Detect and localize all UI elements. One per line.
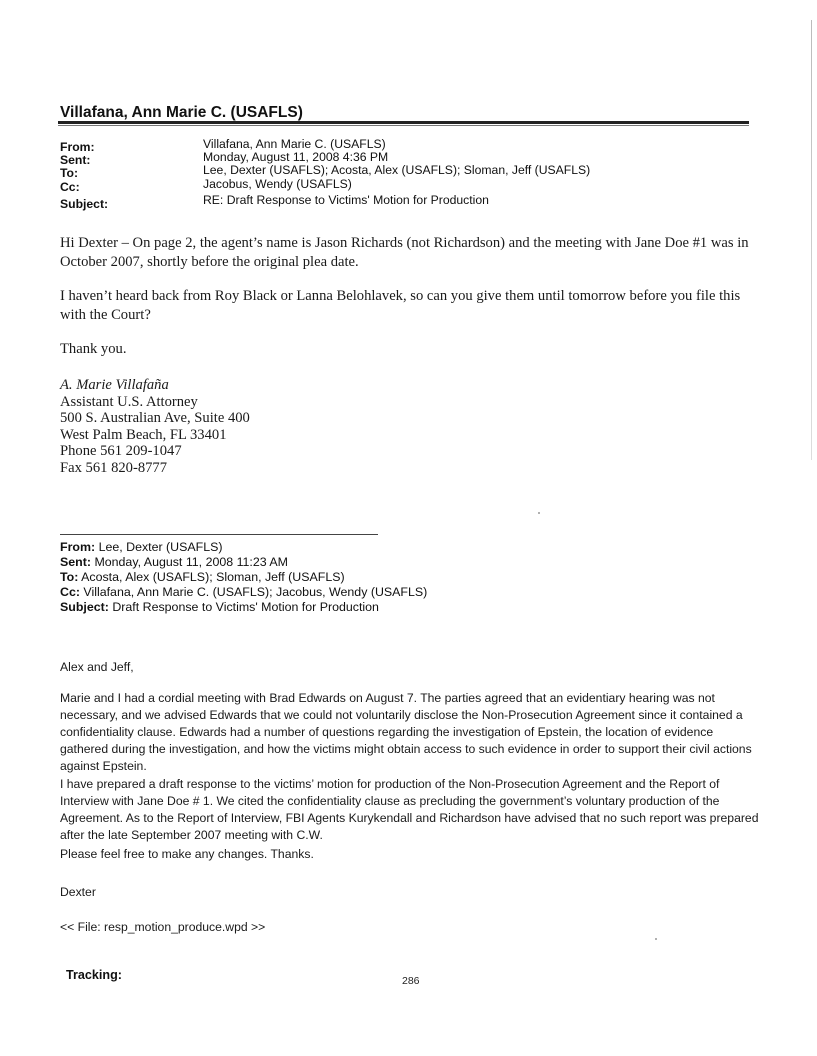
heading-rule-thin	[58, 125, 749, 126]
scan-speck	[655, 938, 657, 940]
fwd-to-label: To:	[60, 570, 79, 584]
email-body	[60, 287, 760, 325]
signature-block	[60, 377, 250, 476]
tracking-label: Tracking:	[66, 968, 122, 982]
sent-label: Sent:	[60, 153, 91, 167]
fwd-paragraph	[60, 690, 760, 775]
fwd-sent-label: Sent:	[60, 555, 91, 569]
fwd-to-line	[60, 570, 345, 584]
fwd-sent-value: Monday, August 11, 2008 11:23 AM	[94, 555, 289, 569]
email-body	[60, 340, 760, 359]
signature-name: A. Marie Villafaña	[60, 377, 169, 393]
signature-title: Assistant U.S. Attorney	[60, 393, 198, 410]
fwd-from-value: Lee, Dexter (USAFLS)	[98, 540, 223, 554]
attachment-reference[interactable]: << File: resp_motion_produce.wpd >>	[60, 920, 266, 934]
sender-heading: Villafana, Ann Marie C. (USAFLS)	[60, 104, 303, 121]
fwd-subject-label: Subject:	[60, 600, 109, 614]
fwd-paragraph-text: Marie and I had a cordial meeting with Brad Edwards on August 7. The parties agreed that an evidentiary hearing was not necessary, and we advised Edwards that we could not voluntarily disclose the Non-Prosecution Agreement since it contained a confidentiality clause. Edwards had a number of questions regarding the investigation of Epstein, the location of evidence gathered during the investigation, and how the victims might obtain access to such evidence in order to support their civil actions against Epstein.	[60, 691, 752, 773]
signature-address-line: West Palm Beach, FL 33401	[60, 426, 227, 443]
fwd-from-line	[60, 540, 223, 554]
email-body	[60, 234, 760, 272]
fwd-subject-value: Draft Response to Victims' Motion for Production	[112, 600, 379, 614]
fwd-sent-line	[60, 555, 288, 569]
body-paragraph: I haven’t heard back from Roy Black or Lanna Belohlavek, so can you give them until tomorrow before you file this with the Court?	[60, 288, 741, 323]
page-number: 286	[402, 975, 420, 987]
sent-value: Monday, August 11, 2008 4:36 PM	[203, 150, 389, 164]
from-label: From:	[60, 140, 95, 154]
signature-address-line: 500 S. Australian Ave, Suite 400	[60, 410, 250, 426]
scan-speck	[538, 512, 540, 514]
signature-fax: Fax 561 820-8777	[60, 459, 168, 476]
page-edge-line	[811, 20, 812, 460]
closing-line: Thank you.	[60, 341, 127, 357]
subject-label: Subject:	[60, 197, 109, 211]
heading-rule	[58, 121, 749, 124]
subject-value: RE: Draft Response to Victims' Motion for Production	[203, 193, 489, 207]
fwd-subject-line	[60, 600, 379, 614]
cc-label: Cc:	[60, 180, 80, 194]
fwd-from-label: From:	[60, 540, 96, 554]
fwd-to-value: Acosta, Alex (USAFLS); Sloman, Jeff (USAFLS)	[81, 570, 345, 584]
fwd-cc-label: Cc:	[60, 585, 80, 599]
fwd-paragraph	[60, 776, 760, 844]
signature-phone: Phone 561 209-1047	[60, 443, 182, 459]
cc-value: Jacobus, Wendy (USAFLS)	[203, 177, 352, 191]
fwd-cc-value: Villafana, Ann Marie C. (USAFLS); Jacobus, Wendy (USAFLS)	[83, 585, 428, 599]
forward-separator	[60, 534, 378, 535]
fwd-greeting: Alex and Jeff,	[60, 660, 134, 674]
fwd-cc-line	[60, 585, 427, 599]
fwd-thanks: Please feel free to make any changes. Thanks.	[60, 847, 314, 861]
to-value: Lee, Dexter (USAFLS); Acosta, Alex (USAFLS); Sloman, Jeff (USAFLS)	[203, 163, 591, 177]
body-paragraph: Hi Dexter – On page 2, the agent’s name is Jason Richards (not Richardson) and the meeting with Jane Doe #1 was in October 2007, shortly before the original plea date.	[60, 235, 749, 270]
to-label: To:	[60, 166, 79, 180]
from-value: Villafana, Ann Marie C. (USAFLS)	[203, 137, 386, 151]
fwd-paragraph-text: I have prepared a draft response to the victims’ motion for production of the Non-Prosecution Agreement and the Report of Interview with Jane Doe # 1. We cited the confidentiality clause as precluding the government’s voluntary production of the Agreement. As to the Report of Interview, FBI Agents Kurykendall and Richardson have advised that no such report was prepared after the late September 2007 meeting with C.W.	[60, 777, 759, 842]
fwd-signoff: Dexter	[60, 885, 96, 899]
